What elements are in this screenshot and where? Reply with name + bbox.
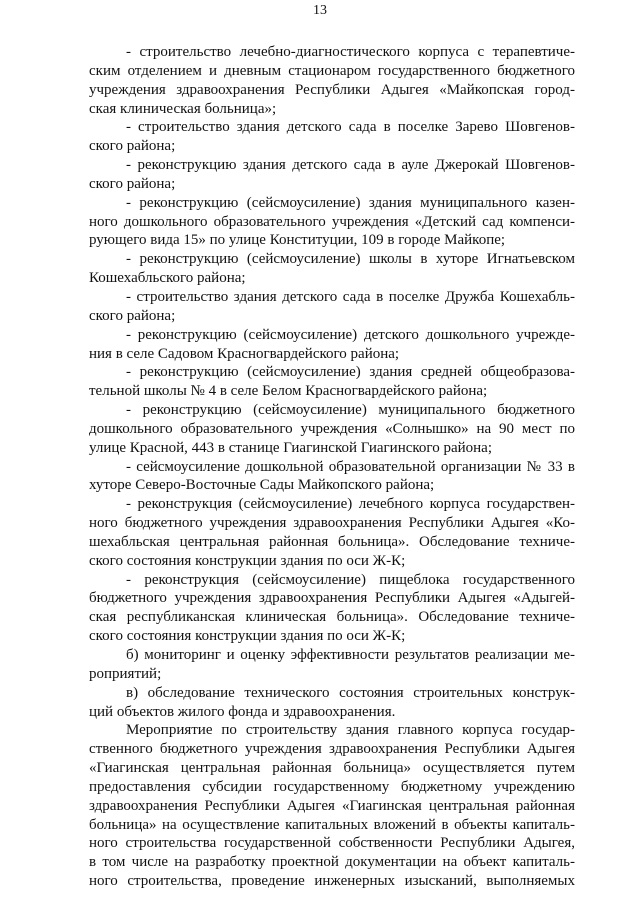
- text-line: ственного бюджетного учреждения здравоохранения Республики Адыгея: [89, 741, 575, 758]
- document-body: [89, 43, 575, 891]
- paragraph: [89, 363, 575, 401]
- text-line: ского состояния конструкции здания по оси Ж-К;: [89, 552, 406, 569]
- paragraph: [89, 495, 575, 570]
- text-line: дошкольного образовательного учреждения «Солнышко» на 90 мест по: [89, 420, 575, 437]
- text-line: ского района;: [89, 307, 176, 324]
- text-line: - строительство здания детского сада в поселке Зарево Шовгенов-: [126, 119, 575, 136]
- text-line: ская республиканская клиническая больница». Обследование техниче-: [89, 609, 575, 626]
- text-line: ного строительства государственной собственности Республики Адыгея,: [89, 835, 575, 852]
- text-line: - строительство лечебно-диагностического корпуса с терапевтиче-: [126, 44, 575, 60]
- paragraph: [89, 458, 575, 496]
- text-line: предоставления субсидии государственному бюджетному учреждению: [89, 778, 575, 795]
- paragraph: [89, 401, 575, 458]
- text-line: бюджетного учреждения здравоохранения Республики Адыгея «Адыгей-: [89, 590, 575, 607]
- text-line: - реконструкцию (сейсмоусиление) здания муниципального казен-: [126, 194, 575, 211]
- text-line: ская клиническая больница»;: [89, 100, 277, 117]
- paragraph: [89, 118, 575, 156]
- text-line: роприятий;: [89, 665, 162, 682]
- text-line: ния в селе Садовом Красногвардейского района;: [89, 345, 400, 362]
- text-line: б) мониторинг и оценку эффективности результатов реализации ме-: [126, 647, 575, 663]
- page-number: 13: [313, 3, 327, 18]
- paragraph: [89, 156, 575, 194]
- text-line: хуторе Северо-Восточные Сады Майкопского района;: [89, 477, 435, 494]
- text-line: - строительство здания детского сада в поселке Дружба Кошехабль-: [126, 288, 575, 305]
- text-line: ского района;: [89, 138, 176, 155]
- text-line: ского района;: [89, 175, 176, 192]
- text-line: - реконструкцию (сейсмоусиление) детского дошкольного учрежде-: [126, 326, 575, 343]
- paragraph: [89, 194, 575, 251]
- text-line: больница» на осуществление капитальных вложений в объекты капиталь-: [89, 816, 575, 833]
- paragraph: [89, 571, 575, 646]
- text-line: шехабльская центральная районная больница». Обследование техниче-: [89, 533, 575, 550]
- text-line: в том числе на разработку проектной документации на объект капиталь-: [89, 854, 575, 871]
- text-line: ций объектов жилого фонда и здравоохранения.: [89, 703, 396, 720]
- text-line: тельной школы № 4 в селе Белом Красногвардейского района;: [89, 383, 488, 400]
- paragraph: [89, 721, 575, 891]
- text-line: - реконструкция (сейсмоусиление) лечебного корпуса государствен-: [126, 496, 575, 513]
- text-line: учреждения здравоохранения Республики Адыгея «Майкопская город-: [89, 81, 575, 98]
- text-line: - реконструкцию здания детского сада в ауле Джерокай Шовгенов-: [126, 157, 575, 174]
- text-line: рующего вида 15» по улице Конституции, 109 в городе Майкопе;: [89, 232, 506, 249]
- paragraph: [89, 250, 575, 288]
- text-line: ного дошкольного образовательного учреждения «Детский сад компенси-: [89, 213, 575, 230]
- text-line: - сейсмоусиление дошкольной образовательной организации № 33 в: [126, 458, 575, 475]
- text-line: - реконструкцию (сейсмоусиление) школы в хуторе Игнатьевском: [126, 251, 575, 268]
- text-line: ного строительства, проведение инженерных изысканий, выполняемых: [89, 873, 575, 890]
- text-line: ским отделением и дневным стационаром государственного бюджетного: [89, 62, 575, 79]
- text-line: ского состояния конструкции здания по оси Ж-К;: [89, 628, 406, 645]
- paragraph: [89, 288, 575, 326]
- text-line: Мероприятие по строительству здания главного корпуса государ-: [126, 722, 575, 739]
- text-line: здравоохранения Республики Адыгея «Гиагинская центральная районная: [89, 797, 575, 814]
- text-line: улице Красной, 443 в станице Гиагинской Гиагинского района;: [89, 439, 492, 456]
- text-line: Кошехабльского района;: [89, 270, 246, 287]
- paragraph: [89, 646, 575, 684]
- paragraph: [89, 684, 575, 722]
- text-line: - реконструкцию (сейсмоусиление) здания средней общеобразова-: [126, 364, 575, 381]
- paragraph: [89, 43, 575, 118]
- text-line: в) обследование технического состояния строительных конструк-: [126, 684, 575, 701]
- paragraph: [89, 326, 575, 364]
- text-line: - реконструкцию (сейсмоусиление) муниципального бюджетного: [126, 402, 575, 419]
- text-line: ного бюджетного учреждения здравоохранения Республики Адыгея «Ко-: [89, 515, 575, 532]
- text-line: - реконструкция (сейсмоусиление) пищеблока государственного: [126, 571, 575, 588]
- text-line: «Гиагинская центральная районная больница» осуществляется путем: [89, 760, 575, 777]
